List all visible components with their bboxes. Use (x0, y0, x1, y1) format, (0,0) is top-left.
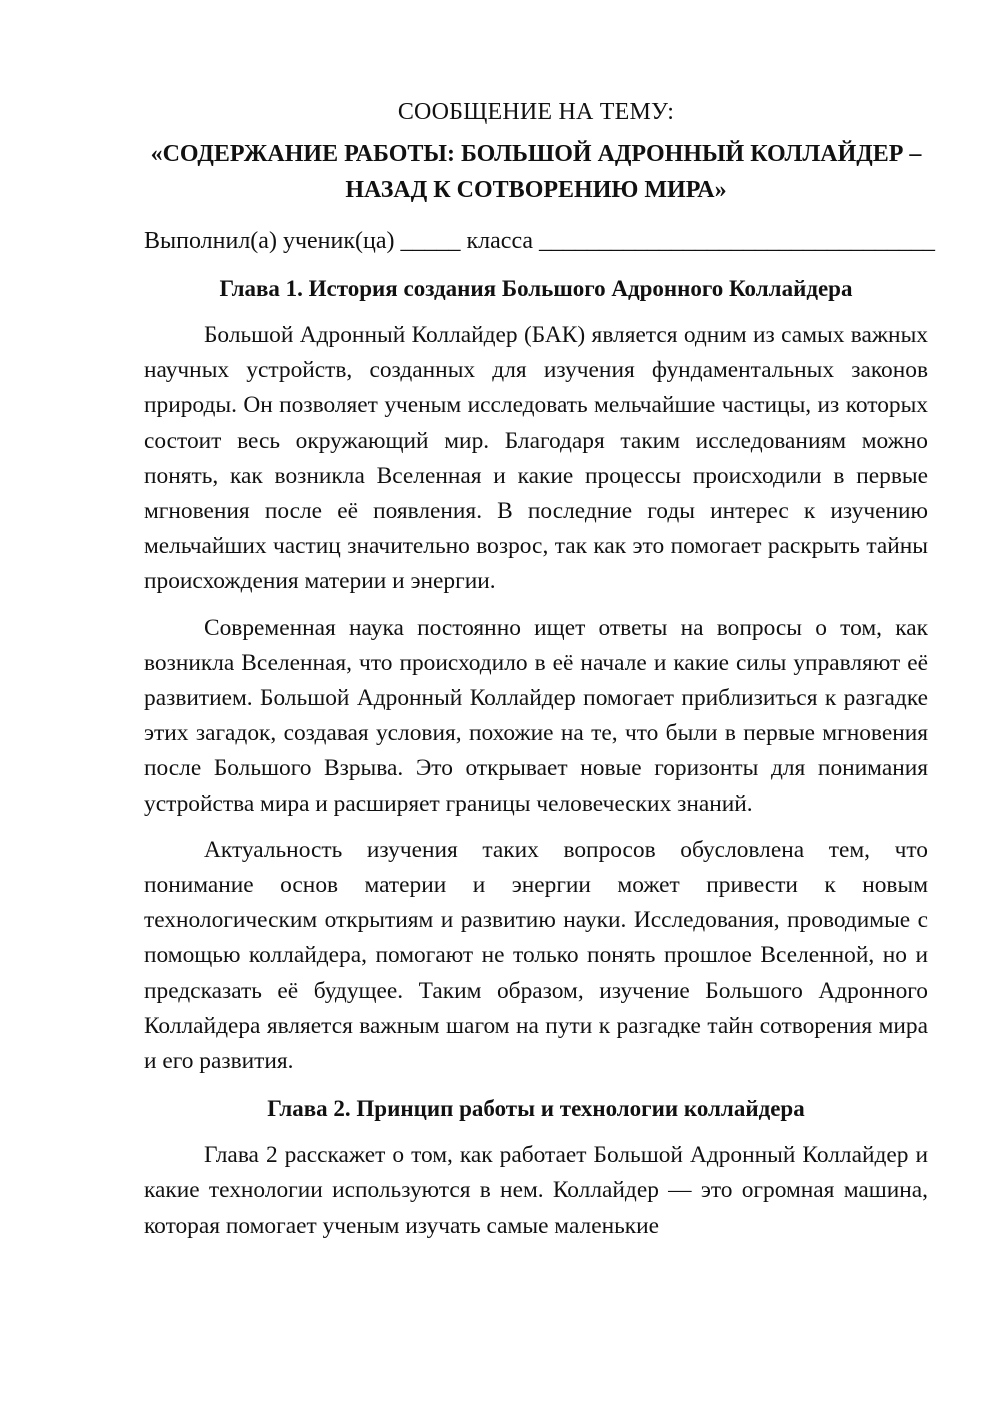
class-label: класса (466, 228, 534, 254)
chapter-1-paragraph-1: Большой Адронный Коллайдер (БАК) является одним из самых важных научных устройств, созданных для изучения фундаментальных законов природы. Он позволяет ученым исследовать мельчайшие частицы, из которых состоит весь окружающий мир. Благодаря таким исследованиям можно понять, как возникла Вселенная и какие процессы происходили в первые мгновения после её появления. В последние годы интерес к изучению мельчайших частиц значительно возрос, так как это помогает раскрыть тайны происхождения материи и энергии. (144, 322, 928, 595)
document-title (144, 136, 928, 208)
document-header-label: СООБЩЕНИЕ НА ТЕМУ: (397, 99, 675, 125)
chapter-2-heading: Глава 2. Принцип работы и технологии коллайдера (267, 1096, 805, 1122)
author-line (144, 224, 936, 258)
chapter-1-paragraph-3: Актуальность изучения таких вопросов обусловлена тем, что понимание основ материи и энергии может привести к новым технологическим открытиям и развитию науки. Исследования, проводимые с помощью коллайдера, помогают не только понять прошлое Вселенной, но и предсказать её будущее. Таким образом, изучение Большого Адронного Коллайдера является важным шагом на пути к разгадке тайн сотворения мира и его развития. (144, 836, 928, 1075)
chapter-1-heading: Глава 1. История создания Большого Адронного Коллайдера (219, 276, 853, 301)
chapter-1-paragraph-2: Современная наука постоянно ищет ответы на вопросы о том, как возникла Вселенная, что происходило в её начале и какие силы управляют её развитием. Большой Адронный Коллайдер помогает приблизиться к разгадке этих загадок, создавая условия, похожие на те, что были в первые мгновения после Большого Взрыва. Это открывает новые горизонты для понимания устройства мира и расширяет границы человеческих знаний. (144, 614, 928, 817)
class-blank: _____ (400, 228, 461, 254)
name-blank: _________________________________ (539, 228, 936, 254)
document-title-line-1: «СОДЕРЖАНИЕ РАБОТЫ: БОЛЬШОЙ АДРОННЫЙ КОЛЛАЙДЕР – (150, 141, 922, 167)
chapter-2-paragraph-1: Глава 2 расскажет о том, как работает Большой Адронный Коллайдер и какие технологии используются в нем. Коллайдер — это огромная машина, которая помогает ученым изучать самые маленькие (144, 1142, 928, 1239)
author-prefix: Выполнил(а) ученик(ца) (144, 228, 395, 254)
document-title-line-2: НАЗАД К СОТВОРЕНИЮ МИРА» (345, 177, 727, 203)
